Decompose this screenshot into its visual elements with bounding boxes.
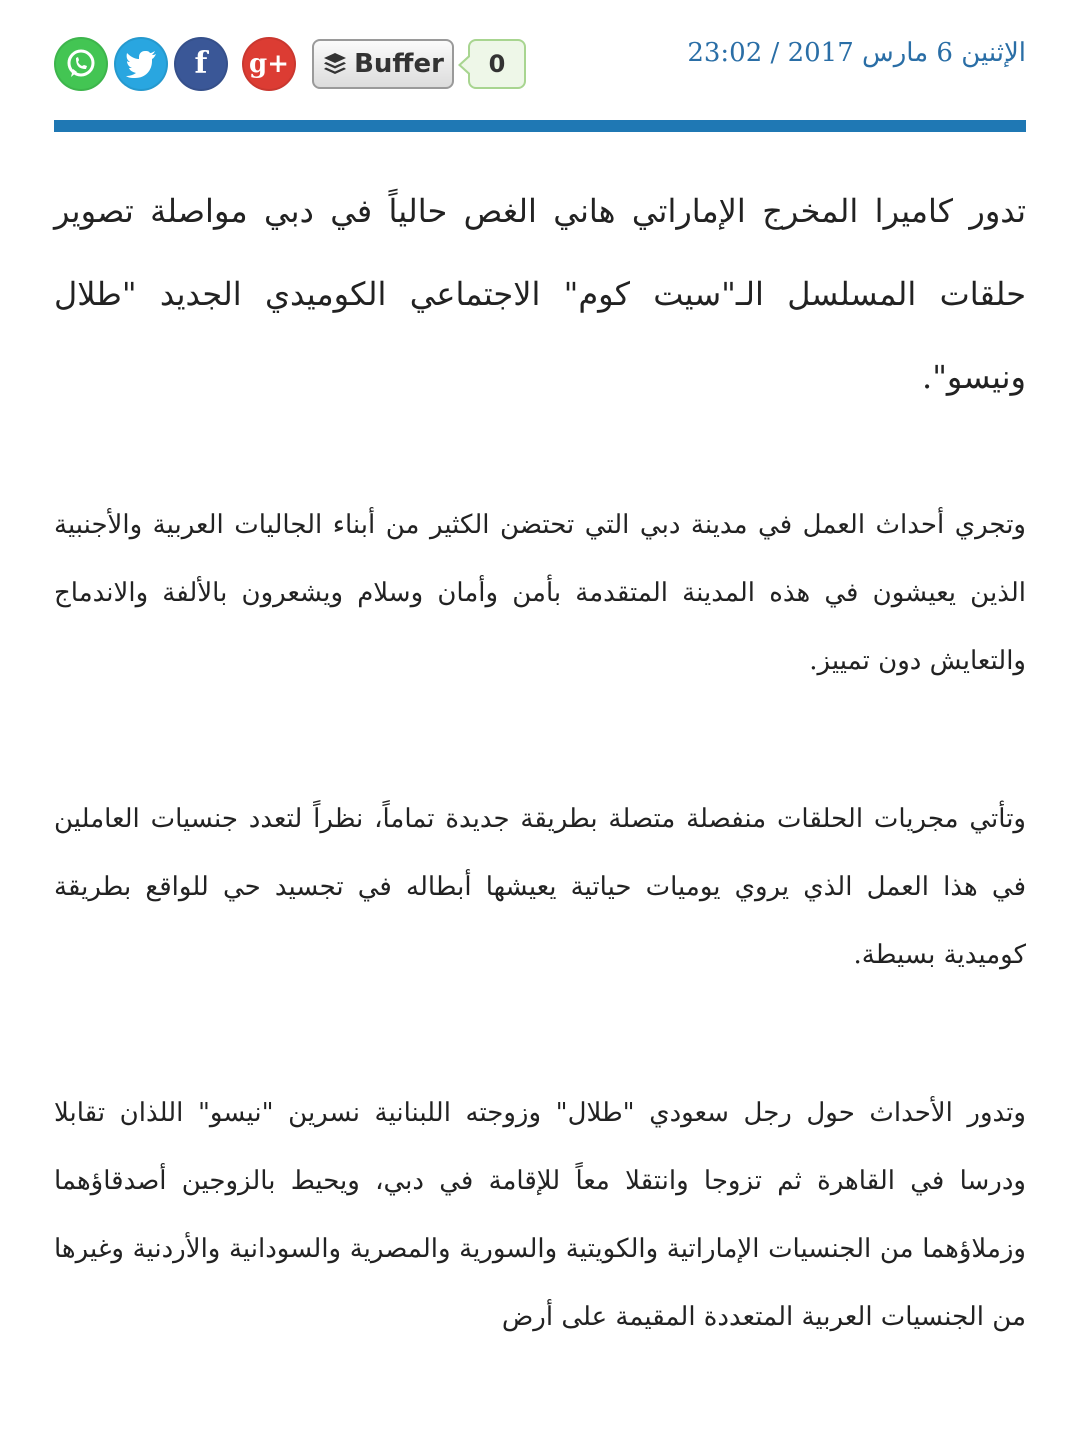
article-paragraph: وتأتي مجريات الحلقات منفصلة متصلة بطريقة جديدة تماماً، نظراً لتعدد جنسيات العاملين في هذا العمل الذي يروي يوميات حياتية يعيشها أبطاله في تجسيد حي للواقع بطريقة كوميدية بسيطة. <box>54 804 1026 970</box>
twitter-bird-icon <box>124 49 158 79</box>
article-meta-bar <box>54 30 1026 98</box>
facebook-f-icon: f <box>194 46 208 81</box>
article-lead: تدور كاميرا المخرج الإماراتي هاني الغص حالياً في دبي مواصلة تصوير حلقات المسلسل الـ"سيت كوم" الاجتماعي الكوميدي الجديد "طلال ونيسو". <box>54 192 1027 396</box>
article-paragraph: وتجري أحداث العمل في مدينة دبي التي تحتضن الكثير من أبناء الجاليات العربية والأجنبية الذين يعيشون في هذه المدينة المتقدمة بأمن وأمان وسلام ويشعرون بالألفة والاندماج والتعايش دون تمييز. <box>54 510 1026 676</box>
header-divider <box>54 120 1026 132</box>
google-plus-share-button[interactable] <box>242 37 296 91</box>
whatsapp-icon <box>64 47 98 81</box>
facebook-share-button[interactable] <box>174 37 228 91</box>
article-paragraph: وتدور الأحداث حول رجل سعودي "طلال" وزوجته اللبنانية نسرين "نيسو" اللذان تقابلا ودرسا في القاهرة ثم تزوجا وانتقلا معاً للإقامة في دبي، ويحيط بالزوجين أصدقاؤهما وزملاؤهما من الجنسيات الإماراتية والكويتية والسورية والمصرية والسودانية والأردنية وغيرها من الجنسيات العربية المتعددة المقيمة على أرض <box>54 1098 1026 1332</box>
buffer-share-button[interactable] <box>312 39 454 89</box>
share-buttons <box>54 36 526 92</box>
twitter-share-button[interactable] <box>114 37 168 91</box>
google-plus-icon: g+ <box>249 49 289 79</box>
article-body <box>54 170 1026 1441</box>
buffer-share-count: 0 <box>468 39 526 89</box>
buffer-label: Buffer <box>354 49 444 79</box>
whatsapp-share-button[interactable] <box>54 37 108 91</box>
publish-date: الإثنين 6 مارس 2017 / 23:02 <box>687 38 1026 68</box>
buffer-stack-icon <box>322 51 348 77</box>
